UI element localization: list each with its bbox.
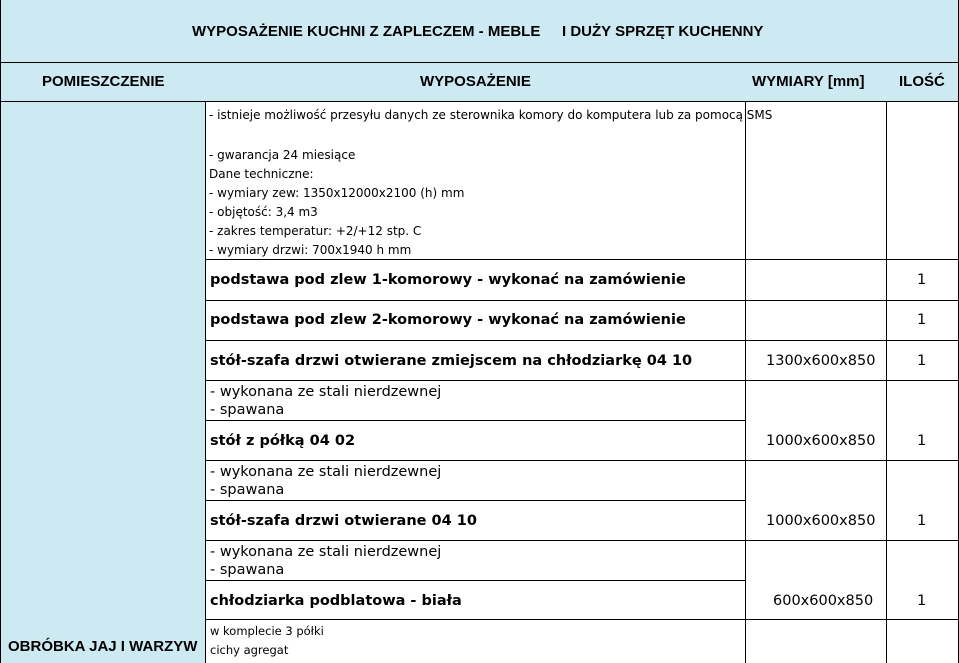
- item-qty: 1: [917, 593, 927, 609]
- grid-line: [0, 62, 959, 63]
- grid-line: [205, 300, 959, 301]
- item-detail: cichy agregat: [210, 643, 289, 657]
- grid-line: [205, 259, 959, 260]
- item-name: stół z półką 04 02: [210, 433, 356, 449]
- grid-line: [0, 101, 959, 102]
- item-detail: - spawana: [210, 562, 285, 578]
- spec-line: - istnieje możliwość przesyłu danych ze sterownika komory do komputera lub za pomocą SMS: [209, 108, 773, 122]
- item-name: podstawa pod zlew 2-komorowy - wykonać na zamówienie: [210, 312, 686, 328]
- item-name: podstawa pod zlew 1-komorowy - wykonać na zamówienie: [210, 272, 686, 288]
- room-column: [0, 101, 205, 663]
- item-dims: 1000x600x850: [766, 513, 876, 529]
- item-qty: 1: [917, 353, 927, 369]
- grid-line: [205, 500, 745, 501]
- item-dims: 1300x600x850: [766, 353, 876, 369]
- item-qty: 1: [917, 513, 927, 529]
- item-detail: w komplecie 3 półki: [210, 624, 324, 638]
- spec-line: - wymiary drzwi: 700x1940 h mm: [209, 243, 412, 257]
- grid-line: [205, 460, 959, 461]
- item-name: stół-szafa drzwi otwierane 04 10: [210, 513, 477, 529]
- grid-line: [205, 380, 959, 381]
- col-header-quantity: ILOŚĆ: [899, 73, 945, 90]
- spec-line: - zakres temperatur: +2/+12 stp. C: [209, 224, 422, 238]
- item-qty: 1: [917, 433, 927, 449]
- grid-line: [205, 540, 959, 541]
- item-qty: 1: [917, 312, 927, 328]
- item-qty: 1: [917, 272, 927, 288]
- room-name: OBRÓBKA JAJ I WARZYW: [8, 638, 198, 655]
- title-part-1: WYPOSAŻENIE KUCHNI Z ZAPLECZEM - MEBLE: [192, 23, 541, 40]
- grid-line: [205, 420, 745, 421]
- grid-line: [205, 580, 745, 581]
- item-name: stół-szafa drzwi otwierane zmiejscem na chłodziarkę 04 10: [210, 353, 693, 369]
- grid-line: [0, 0, 1, 663]
- grid-line: [205, 101, 206, 663]
- spec-line: - wymiary zew: 1350x12000x2100 (h) mm: [209, 186, 465, 200]
- title-part-2: I DUŻY SPRZĘT KUCHENNY: [562, 23, 764, 40]
- grid-line: [886, 101, 887, 663]
- item-detail: - spawana: [210, 482, 285, 498]
- spec-line: - gwarancja 24 miesiące: [209, 148, 356, 162]
- spec-line: - objętość: 3,4 m3: [209, 205, 318, 219]
- grid-line: [745, 101, 746, 663]
- grid-line: [205, 619, 959, 620]
- col-header-equipment: WYPOSAŻENIE: [420, 73, 531, 90]
- col-header-room: POMIESZCZENIE: [42, 73, 165, 90]
- item-detail: - wykonana ze stali nierdzewnej: [210, 544, 442, 560]
- col-header-dimensions: WYMIARY [mm]: [752, 73, 865, 90]
- item-detail: - wykonana ze stali nierdzewnej: [210, 464, 442, 480]
- item-dims: 600x600x850: [773, 593, 874, 609]
- spec-line: Dane techniczne:: [209, 167, 314, 181]
- item-name: chłodziarka podblatowa - biała: [210, 593, 462, 609]
- item-detail: - wykonana ze stali nierdzewnej: [210, 384, 442, 400]
- item-detail: - spawana: [210, 402, 285, 418]
- item-dims: 1000x600x850: [766, 433, 876, 449]
- grid-line: [205, 340, 959, 341]
